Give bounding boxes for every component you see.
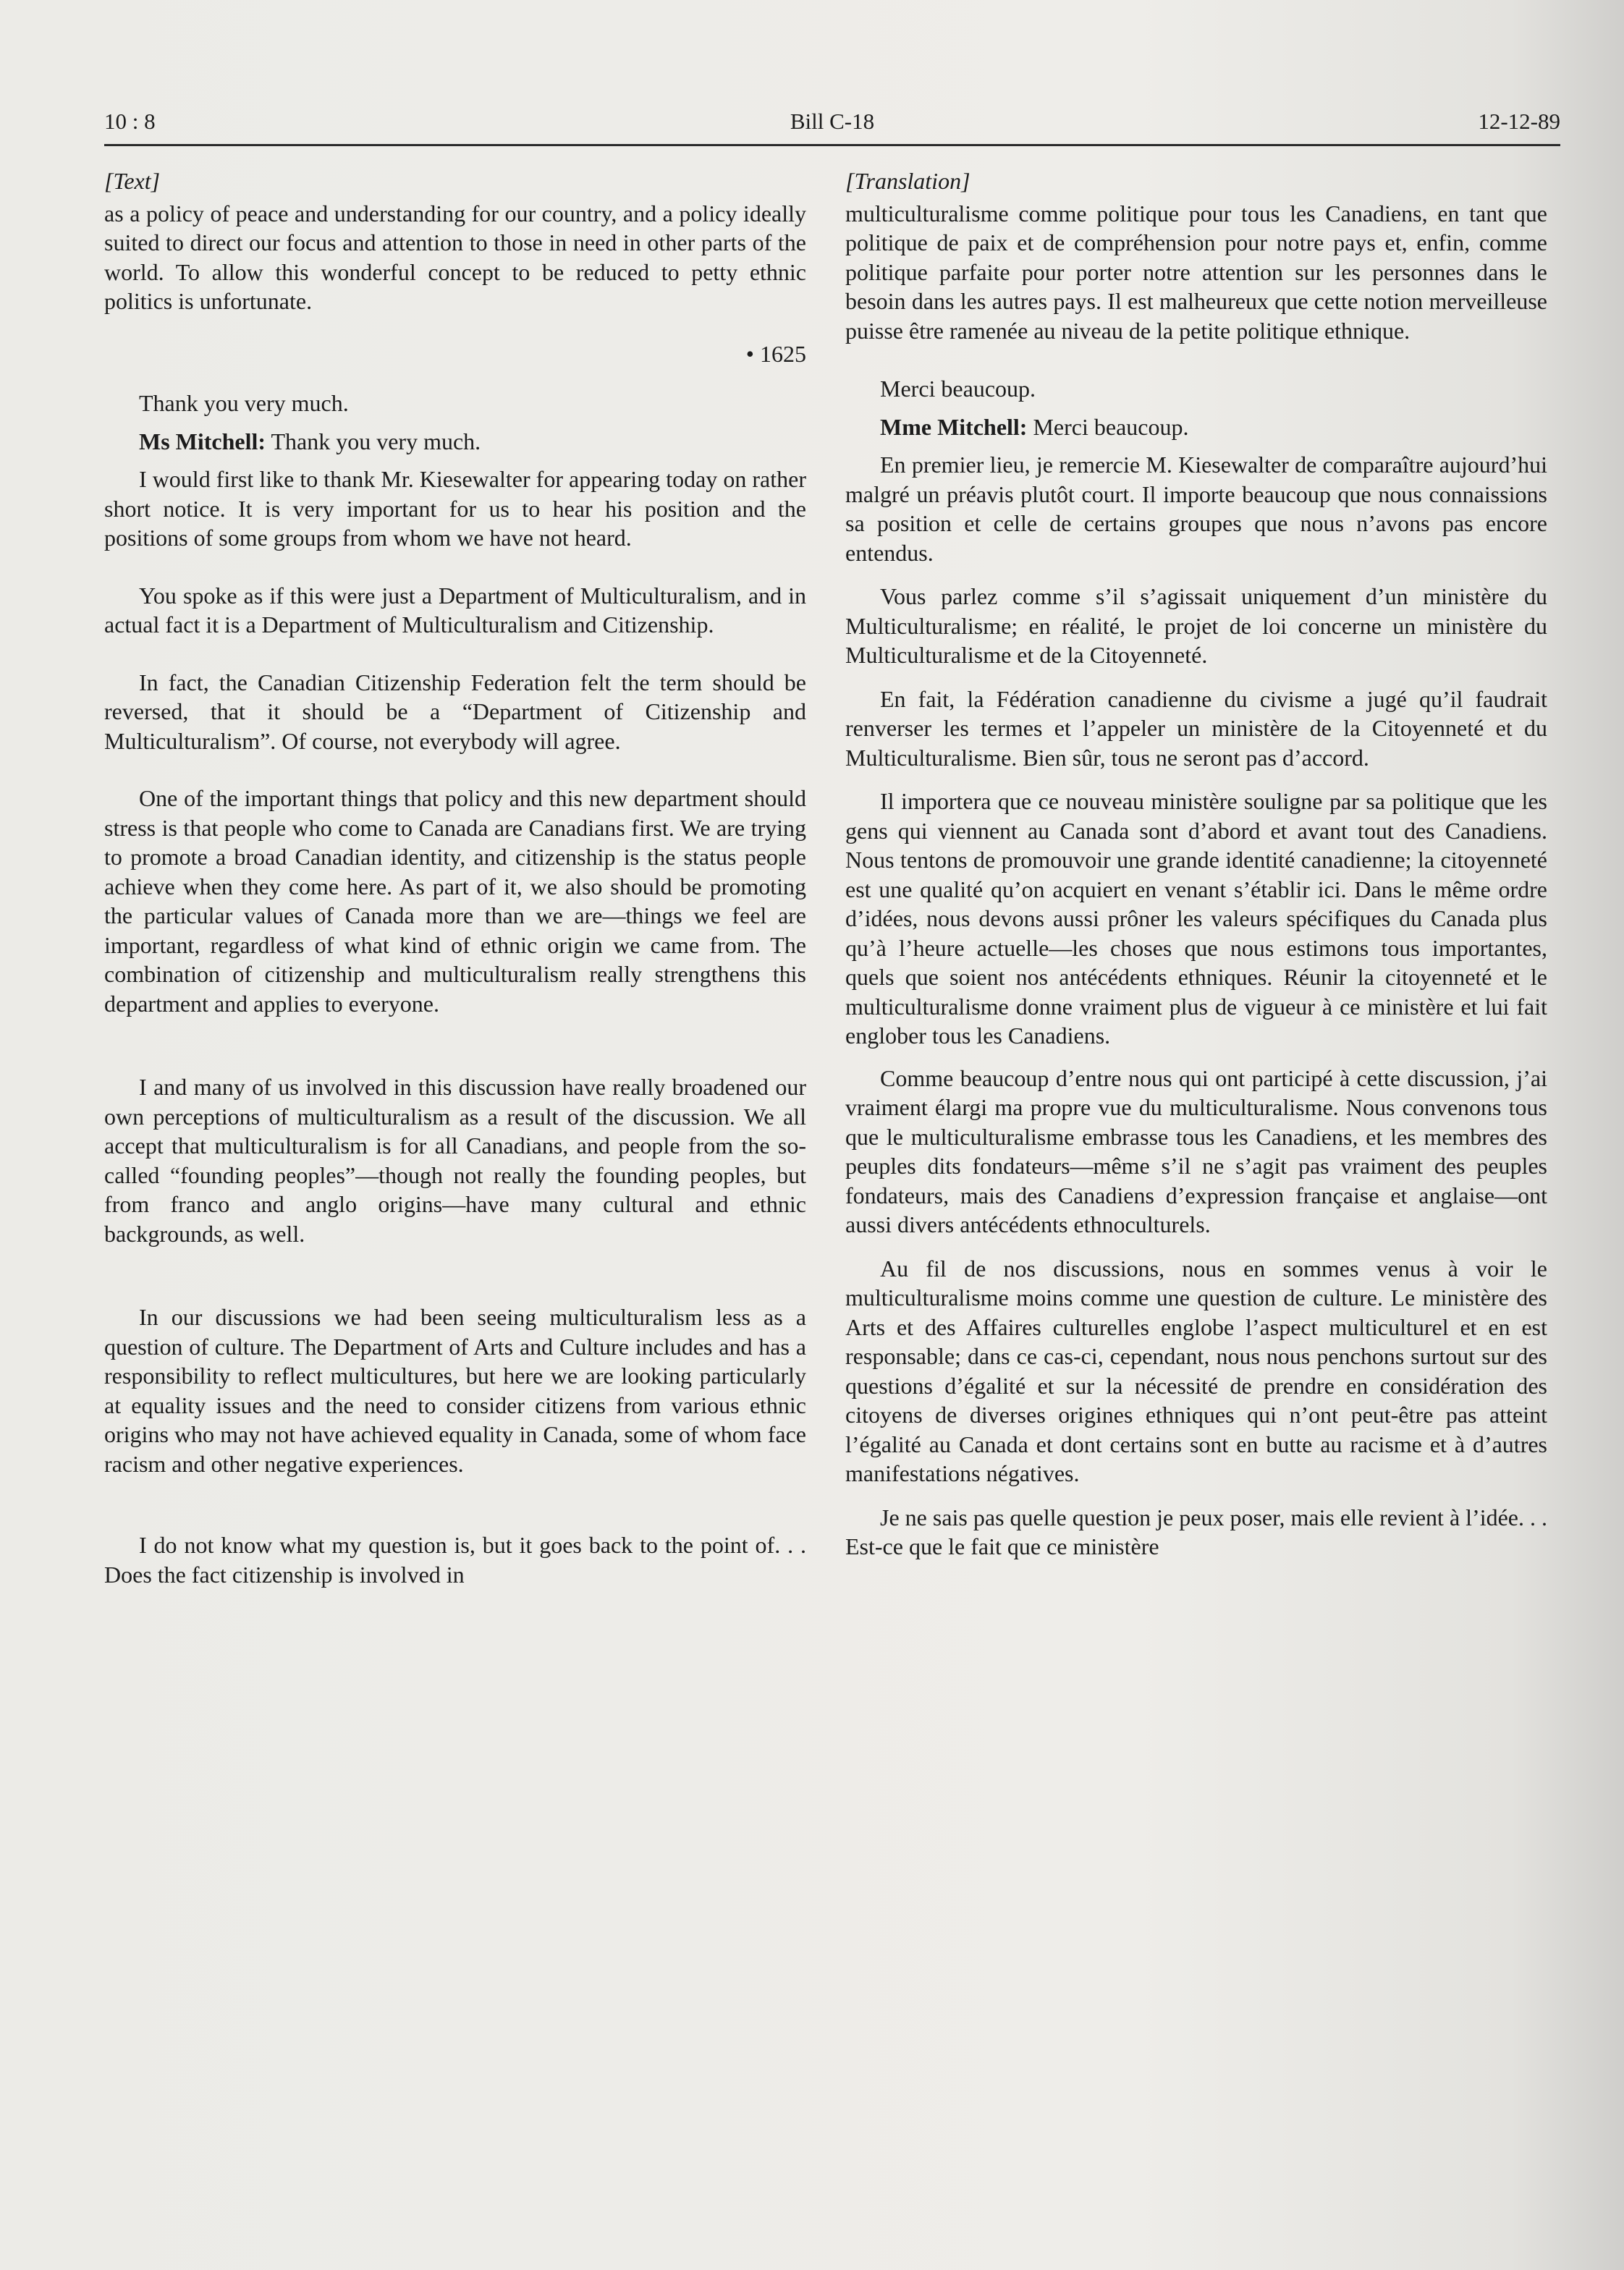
page-reference: 10 : 8 [104,109,156,134]
paragraph-4: I would first like to thank Mr. Kiesewalter for appearing today on rather short notice. It is very important for us to hear his position and the positions of some groups from whom we have not heard. [104,466,806,551]
header-rule [104,144,1560,146]
paragraph-5: Vous parlez comme s’il s’agissait uniquement d’un ministère du Multiculturalisme; en réalité, le projet de loi concerne un ministère du Multiculturalisme et de la Citoyenneté. [845,583,1547,668]
paragraph-2: Merci beaucoup. [880,376,1036,402]
paragraph-2: Thank you very much. [139,390,349,416]
translation-label: [Translation] [845,168,970,194]
page-header [104,109,1560,142]
paragraph-9: In our discussions we had been seeing multiculturalism less as a question of culture. The Department of Arts and Culture includes and has a responsibility to reflect multicultures, but here we are looking particularly at equality issues and the need to consider citizens from various ethnic origins who may not have achieved equality in Canada, some of whom face racism and other negative experiences. [104,1304,806,1477]
speaker-text: Merci beaucoup. [1027,413,1189,440]
paragraph-4: En premier lieu, je remercie M. Kiesewalter de comparaître aujourd’hui malgré un préavis plutôt court. Il importe beaucoup que nous connaissions sa position et celle de certains groupes que nous n’avons pas encore entendus. [845,452,1547,566]
paragraph-7: One of the important things that policy and this new department should stress is that people who come to Canada are Canadians first. We are trying to promote a broad Canadian identity, and citizenship is the status people achieve when they come here. As part of it, we also should be promoting the particular values of Canada more than we are—things we feel are important, regardless of what kind of ethnic origin we came from. The combination of citizenship and multiculturalism really strengthens this department and applies to everyone. [104,785,806,1017]
text-label: [Text] [104,168,161,194]
paragraph-1: multiculturalisme comme politique pour tous les Canadiens, en tant que politique de paix et de compréhension pour notre pays et, enfin, comme politique parfaite pour porter notre attention sur les personnes dans le besoin dans les autres pays. Il est malheureux que cette notion merveilleuse puisse être ramenée au niveau de la petite politique ethnique. [845,200,1547,344]
paragraph-8: I and many of us involved in this discussion have really broadened our own perceptions of multiculturalism as a result of the discussion. We all accept that multiculturalism is for all Canadians, and people from the so-called “founding peoples”—though not really the founding peoples, but from franco and anglo origins—have many cultural and ethnic backgrounds, as well. [104,1074,806,1247]
paragraph-5: You spoke as if this were just a Department of Multiculturalism, and in actual fact it is a Department of Multiculturalism and Citizenship. [104,582,806,638]
paragraph-6: In fact, the Canadian Citizenship Federation felt the term should be reversed, that it should be a “Department of Citizenship and Multiculturalism”. Of course, not everybody will agree. [104,669,806,754]
french-column [845,166,1547,1562]
paragraph-7: Il importera que ce nouveau ministère souligne par sa politique que les gens qui viennent au Canada sont d’abord et avant tout des Canadiens. Nous tentons de promouvoir une grande identité canadienne; la citoyenneté est une qualité qu’on acquiert en venant s’établir ici. Dans le même ordre d’idées, nous devons aussi prôner les valeurs spécifiques du Canada plus qu’à l’heure actuelle—les choses que nous estimons tous importantes, quels que soient nos antécédents ethniques. Réunir la citoyenneté et le multiculturalisme donne vraiment plus de vigueur à ce ministère et lui fait englober tous les Canadiens. [845,788,1547,1049]
paragraph-3 [845,412,1547,442]
page-date: 12-12-89 [1478,109,1560,134]
speaker-text: Thank you very much. [266,428,481,454]
paragraph-6: En fait, la Fédération canadienne du civisme a jugé qu’il faudrait renverser les termes et l’appeler un ministère de la Citoyenneté et du Multiculturalisme. Bien sûr, tous ne seront pas d’accord. [845,685,1547,771]
time-marker: • 1625 [745,340,806,367]
speaker-name: Ms Mitchell: [139,428,266,454]
paragraph-3 [104,427,806,457]
bill-title: Bill C-18 [790,109,875,134]
english-column [104,166,806,1589]
paragraph-10: I do not know what my question is, but it goes back to the point of. . . Does the fact citizenship is involved in [104,1532,806,1588]
paragraph-9: Au fil de nos discussions, nous en sommes venus à voir le multiculturalisme moins comme une question de culture. Le ministère des Arts et des Affaires culturelles englobe l’aspect multiculturel et en est responsable; dans ce cas-ci, cependant, nous nous penchons surtout sur des questions d’égalité et sur la nécessité de prendre en considération des citoyens de diverses origines ethniques qui n’ont peut-être pas atteint l’égalité au Canada et dont certains sont en butte au racisme et à d’autres manifestations négatives. [845,1255,1547,1486]
speaker-name: Mme Mitchell: [880,413,1028,440]
paragraph-10: Je ne sais pas quelle question je peux poser, mais elle revient à l’idée. . . Est-ce que le fait que ce ministère [845,1504,1547,1559]
paragraph-8: Comme beaucoup d’entre nous qui ont participé à cette discussion, j’ai vraiment élargi ma propre vue du multiculturalisme. Nous convenons tous que le multiculturalisme embrasse tous les Canadiens, et les membres des peuples dits fondateurs—même s’il ne s’agit pas vraiment des peuples fondateurs, mais des Canadiens d’expression française et anglaise—ont aussi divers antécédents ethnoculturels. [845,1064,1547,1237]
paragraph-1: as a policy of peace and understanding for our country, and a policy ideally suited to direct our focus and attention to those in need in other parts of the world. To allow this wonderful concept to be reduced to petty ethnic politics is unfortunate. [104,200,806,314]
